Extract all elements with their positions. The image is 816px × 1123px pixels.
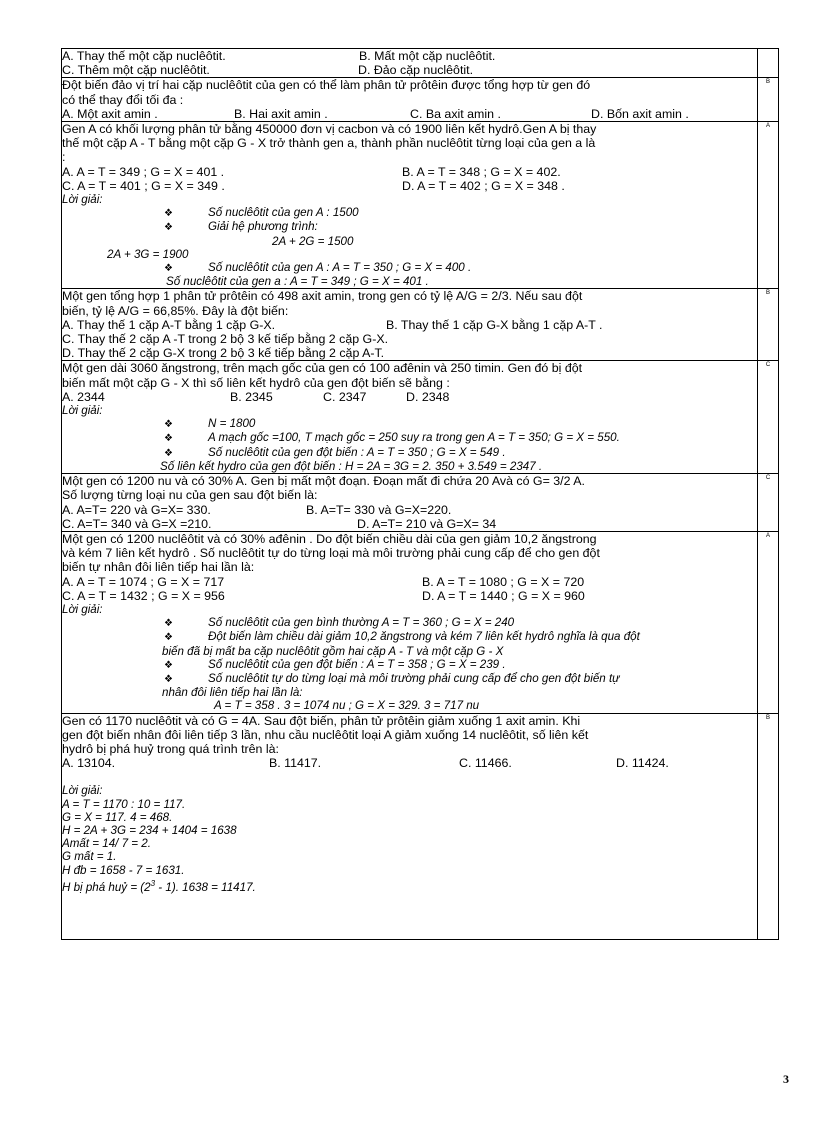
bullet-icon: ❖	[164, 208, 173, 220]
question-stem: và kém 7 liên kết hydrô . Số nuclêôtit tự do từng loại mà môi trường phải cung cấp để cho gen đột	[62, 546, 600, 561]
option-a: A. 2344	[62, 389, 105, 404]
question-stem: Một gen dài 3060 ăngstrong, trên mạch gốc của gen có 100 ađênin và 250 timin. Gen đó bị đột	[62, 361, 583, 376]
option-c: C. Ba axit amin .	[410, 106, 501, 121]
question-content	[62, 474, 758, 532]
option-a: A. 13104.	[62, 756, 116, 771]
answer-key: C	[758, 361, 779, 474]
solution-step: Số nuclêôtit tự do từng loại mà môi trường phải cung cấp để cho gen đột biến tự	[208, 671, 620, 685]
option-d: D. Bốn axit amin .	[591, 106, 689, 121]
option-c: C. A = T = 401 ; G = X = 349 .	[62, 178, 225, 193]
solution-step: biến đã bị mất ba cặp nuclêôtit gồm hai cặp A - T và một cặp G - X	[162, 644, 504, 658]
option-a: A. A = T = 1074 ; G = X = 717	[62, 574, 225, 589]
solution-step: Số liên kết hydro của gen đột biến : H = 2A = 3G = 2. 350 + 3.549 = 2347 .	[160, 459, 543, 473]
solution-step: G = X = 117. 4 = 468.	[62, 810, 173, 824]
question-table	[61, 48, 779, 940]
answer-key-cell	[758, 49, 779, 78]
solution-step: Số nuclêôtit của gen đột biến : A = T = 350 ; G = X = 549 .	[208, 445, 506, 459]
option-c: C. A=T= 340 và G=X =210.	[62, 516, 212, 531]
option-b: B. 2345	[230, 389, 273, 404]
question-stem: Một gen có 1200 nuclêôtit và có 30% ađênin . Do đột biến chiều dài của gen giảm 10,2 ăngstrong	[62, 531, 597, 546]
solution-step: Số nuclêôtit của gen A : A = T = 350 ; G = X = 400 .	[208, 261, 472, 275]
solution-label: Lời giải:	[62, 784, 103, 798]
option-c: C. Thay thế 2 cặp A -T trong 2 bộ 3 kế tiếp bằng 2 cặp G-X.	[62, 332, 389, 347]
question-stem: biến mất một cặp G - X thì số liên kết hydrô của gen đột biến sẽ bằng :	[62, 375, 450, 390]
option-b: B. Hai axit amin .	[234, 106, 328, 121]
solution-step: Amất = 14/ 7 = 2.	[62, 837, 151, 851]
option-d: D. A=T= 210 và G=X= 34	[357, 516, 497, 531]
option-a: A. Thay thế 1 cặp A-T bằng 1 cặp G-X.	[62, 317, 276, 332]
question-stem: gen đột biến nhân đôi liên tiếp 3 lần, nhu cầu nuclêôtit loại A giảm xuống 14 nuclêôtit, số liên kết	[62, 727, 589, 742]
answer-key: B	[758, 78, 779, 122]
question-content	[62, 531, 758, 713]
option-b: B. Thay thế 1 cặp G-X bằng 1 cặp A-T .	[386, 317, 603, 332]
option-d: D. A = T = 402 ; G = X = 348 .	[402, 178, 565, 193]
option-d: D. A = T = 1440 ; G = X = 960	[422, 588, 585, 603]
solution-step: Số nuclêôtit của gen A : 1500	[208, 206, 359, 220]
solution-step: H bị phá huỷ = $(2^3 - 1)$. 1638 = 11417.	[62, 878, 256, 894]
answer-key: B	[758, 713, 779, 939]
option-b: B. 11417.	[269, 756, 322, 771]
option-d: D. 11424.	[616, 756, 669, 771]
option-a: A. Thay thế một cặp nuclêôtit.	[62, 49, 226, 63]
solution-step: nhân đôi liên tiếp hai lần là:	[162, 686, 303, 700]
bullet-icon: ❖	[164, 618, 173, 630]
solution-step: Giải hệ phương trình:	[208, 220, 318, 234]
answer-key: A	[758, 122, 779, 289]
solution-step: Số nuclêôtit của gen đột biến : A = T = 358 ; G = X = 239 .	[208, 657, 506, 671]
question-content	[62, 361, 758, 474]
question-row	[62, 49, 779, 78]
option-c: C. A = T = 1432 ; G = X = 956	[62, 588, 225, 603]
solution-step: N = 1800	[208, 417, 256, 431]
question-stem: thế một cặp A - T bằng một cặp G - X trở thành gen a, thành phần nuclêôtit từng loại của gen a là	[62, 136, 596, 151]
question-row	[62, 289, 779, 361]
answer-key: C	[758, 474, 779, 532]
question-row	[62, 531, 779, 713]
question-row	[62, 78, 779, 122]
option-b: B. A=T= 330 và G=X=220.	[306, 502, 452, 517]
question-content	[62, 122, 758, 289]
option-c: C. 2347	[323, 389, 367, 404]
bullet-icon: ❖	[164, 447, 173, 459]
question-stem: Số lượng từng loại nu của gen sau đột biến là:	[62, 488, 318, 503]
question-content	[62, 713, 758, 939]
solution-step: H = 2A + 3G = 234 + 1404 = 1638	[62, 823, 237, 837]
option-a: A. A = T = 349 ; G = X = 401 .	[62, 164, 225, 179]
solution-step: Đột biến làm chiều dài giảm 10,2 ăngstrong và kém 7 liên kết hydrô nghĩa là qua đột	[208, 630, 640, 644]
solution-step: 2A + 3G = 1900	[107, 247, 189, 261]
question-content	[62, 78, 758, 122]
option-c: C. Thêm một cặp nuclêôtit.	[62, 63, 210, 78]
bullet-icon: ❖	[164, 419, 173, 431]
option-c: C. 11466.	[459, 756, 512, 771]
bullet-icon: ❖	[164, 222, 173, 234]
question-stem: Đột biến đảo vị trí hai cặp nuclêôtit của gen có thể làm phân tử prôtêin được tổng hợp từ gen đó	[62, 78, 591, 93]
option-d: D. 2348	[406, 389, 450, 404]
question-stem: Gen có 1170 nuclêôtit và có G = 4A. Sau đột biến, phân tử prôtêin giảm xuống 1 axit amin. Khi	[62, 713, 581, 728]
question-stem: có thể thay đổi tối đa :	[62, 92, 184, 107]
option-b: B. Mất một cặp nuclêôtit.	[359, 49, 496, 63]
question-stem: Một gen tổng hợp 1 phân tử prôtêin có 498 axit amin, trong gen có tỷ lệ A/G = 2/3. Nếu sau đột	[62, 289, 583, 304]
question-stem: Một gen có 1200 nu và có 30% A. Gen bị mất một đoạn. Đoạn mất đi chứa 20 Avà có G= 3/2 A.	[62, 474, 585, 489]
option-b: B. A = T = 1080 ; G = X = 720	[422, 574, 585, 589]
solution-label: Lời giải:	[62, 193, 103, 207]
question-stem: biến tự nhân đôi liên tiếp hai lần là:	[62, 560, 255, 575]
page-number: 3	[783, 1072, 789, 1086]
bullet-icon: ❖	[164, 433, 173, 445]
answer-key: B	[758, 289, 779, 361]
question-stem: Gen A có khối lượng phân tử bằng 450000 đơn vị cacbon và có 1900 liên kết hydrô.Gen A bị thay	[62, 122, 597, 137]
question-row	[62, 474, 779, 532]
solution-step: A = T = 358 . 3 = 1074 nu ; G = X = 329. 3 = 717 nu	[214, 699, 480, 713]
solution-step: A = T = 1170 : 10 = 117.	[62, 797, 186, 811]
bullet-icon: ❖	[164, 263, 173, 275]
question-stem: :	[62, 150, 66, 165]
option-a: A. A=T= 220 và G=X= 330.	[62, 502, 211, 517]
solution-step: 2A + 2G = 1500	[272, 234, 354, 248]
solution-label: Lời giải:	[62, 404, 103, 418]
solution-step: Số nuclêôtit của gen a : A = T = 349 ; G = X = 401 .	[166, 275, 429, 289]
question-content	[62, 289, 758, 361]
solution-step: A mạch gốc =100, T mạch gốc = 250 suy ra trong gen A = T = 350; G = X = 550.	[208, 431, 620, 445]
question-row	[62, 713, 779, 939]
option-d: D. Đảo cặp nuclêôtit.	[358, 63, 474, 78]
solution-step: H đb = 1658 - 7 = 1631.	[62, 863, 185, 877]
option-a: A. Một axit amin .	[62, 106, 158, 121]
solution-step: Số nuclêôtit của gen bình thường A = T = 360 ; G = X = 240	[208, 616, 515, 630]
option-b: B. A = T = 348 ; G = X = 402.	[402, 164, 561, 179]
question-row	[62, 361, 779, 474]
bullet-icon: ❖	[164, 659, 173, 671]
answer-key: A	[758, 531, 779, 713]
option-d: D. Thay thế 2 cặp G-X trong 2 bộ 3 kế tiếp bằng 2 cặp A-T.	[62, 346, 385, 361]
question-stem: hydrô bị phá huỷ trong quá trình trên là:	[62, 741, 279, 756]
solution-label: Lời giải:	[62, 602, 103, 616]
question-row	[62, 122, 779, 289]
solution-step: G mất = 1.	[62, 850, 117, 864]
question-content	[62, 49, 758, 78]
bullet-icon: ❖	[164, 632, 173, 644]
question-stem: biến, tỷ lệ A/G = 66,85%. Đây là đột biến:	[62, 303, 289, 318]
bullet-icon: ❖	[164, 673, 173, 685]
